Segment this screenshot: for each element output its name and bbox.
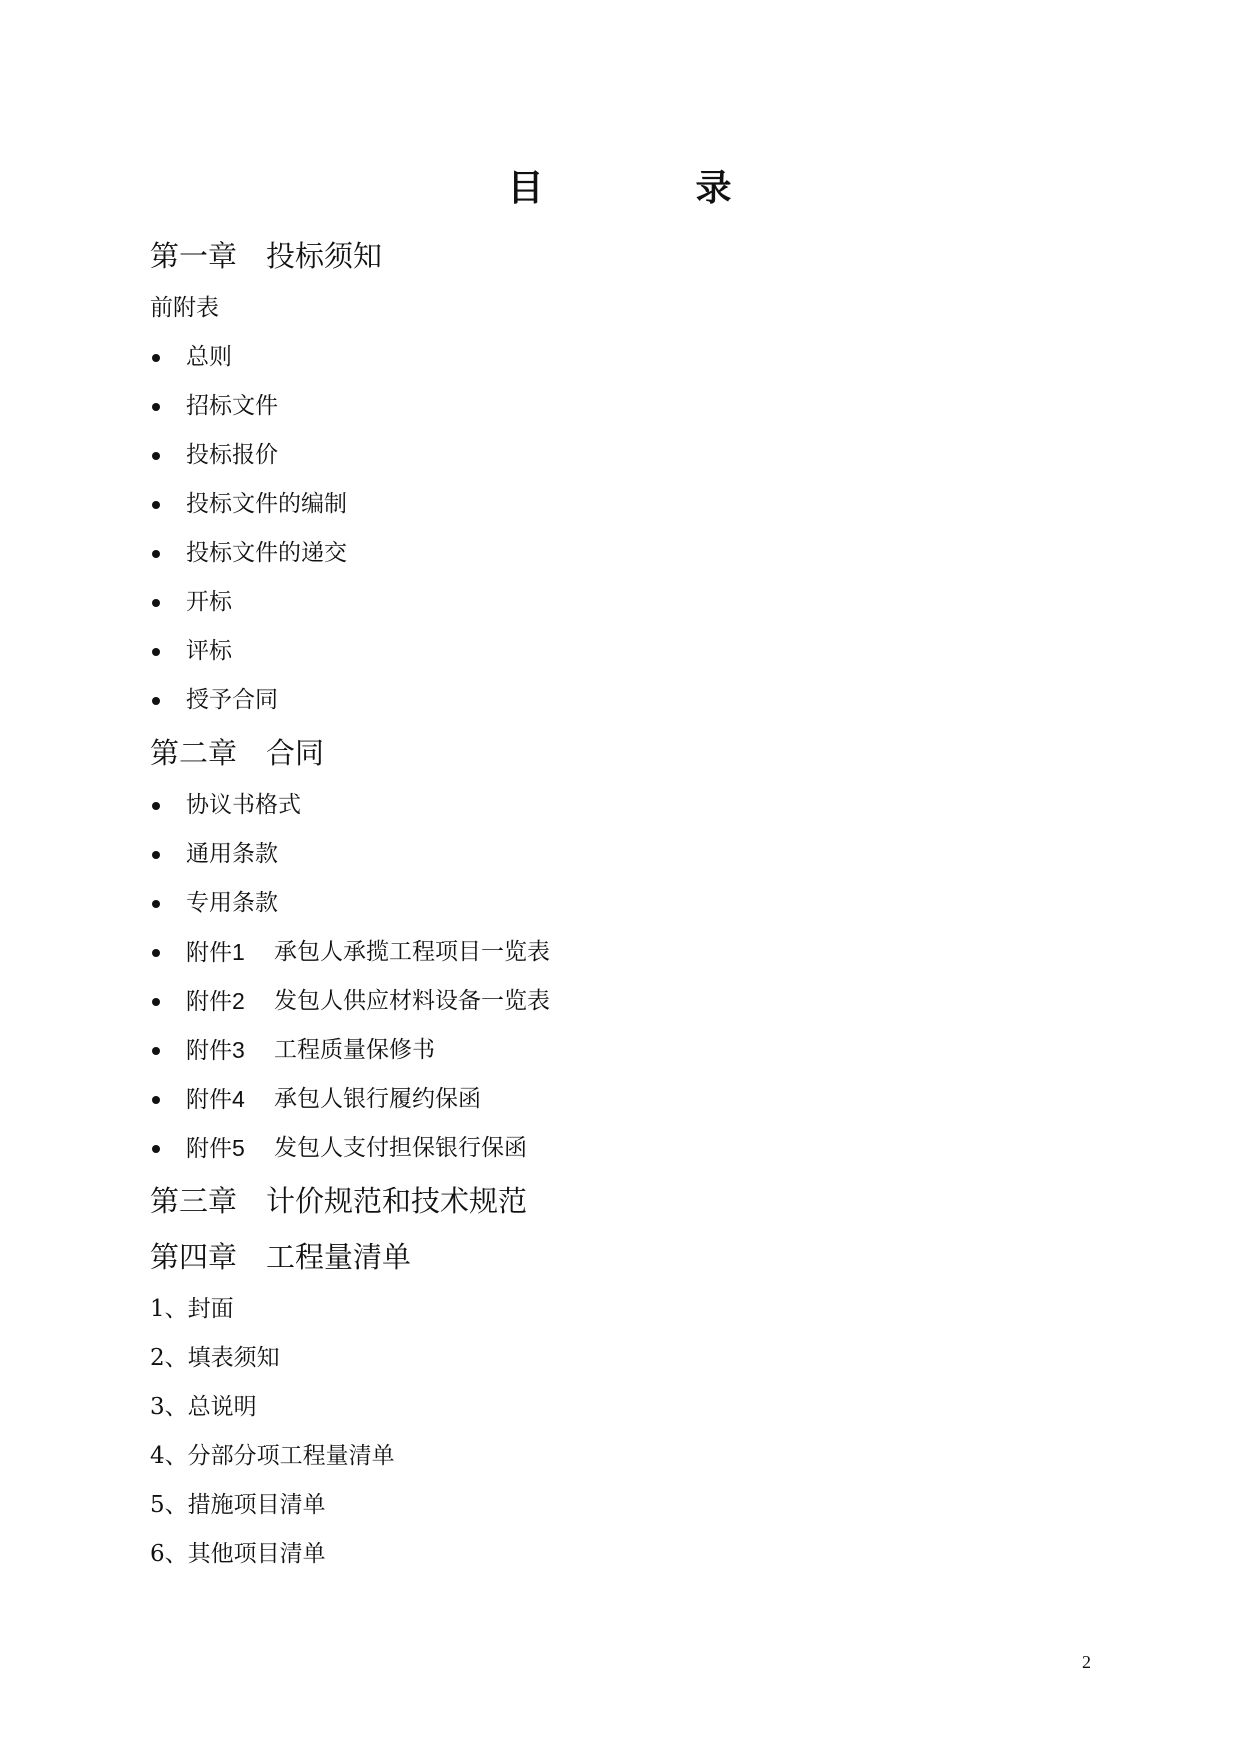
annex-code: 附件1 — [186, 939, 245, 965]
chapter-number: 第四章 — [150, 1240, 238, 1274]
toc-item-label: 专用条款 — [186, 890, 278, 916]
bullet-icon — [152, 1096, 160, 1104]
annex-title: 发包人支付担保银行保函 — [274, 1135, 527, 1161]
bullet-icon — [152, 550, 160, 558]
toc-item-label: 通用条款 — [186, 841, 278, 867]
toc-title-char-1: 目 — [507, 167, 546, 209]
toc-item-label: 总则 — [186, 344, 232, 370]
annex-title: 承包人承揽工程项目一览表 — [274, 939, 550, 965]
toc-annex-item[interactable] — [150, 1026, 1101, 1075]
toc-item[interactable] — [150, 781, 1101, 830]
toc-item[interactable] — [150, 333, 1101, 382]
chapter-title: 投标须知 — [266, 239, 383, 273]
toc-item-label: 开标 — [186, 589, 232, 615]
annex-code: 附件3 — [186, 1037, 245, 1063]
toc-item-label: 投标文件的递交 — [186, 540, 347, 566]
bullet-icon — [152, 949, 160, 957]
bullet-icon — [152, 501, 160, 509]
bullet-icon — [152, 403, 160, 411]
page-number: 2 — [1082, 1652, 1091, 1672]
toc-annex-item[interactable] — [150, 928, 1101, 977]
toc-item[interactable] — [150, 830, 1101, 879]
chapter-4-heading[interactable] — [150, 1229, 1101, 1285]
toc-item-label: 投标报价 — [186, 442, 278, 468]
bullet-icon — [152, 900, 160, 908]
chapter-title: 合同 — [266, 736, 325, 770]
annex-code: 附件2 — [186, 988, 245, 1014]
toc-title-char-2: 录 — [695, 167, 734, 209]
toc-title — [0, 160, 1241, 211]
toc-item[interactable] — [150, 627, 1101, 676]
toc-item[interactable] — [150, 676, 1101, 725]
chapter-title: 计价规范和技术规范 — [266, 1184, 528, 1218]
toc-item[interactable] — [150, 879, 1101, 928]
bullet-icon — [152, 998, 160, 1006]
bullet-icon — [152, 697, 160, 705]
annex-title: 承包人银行履约保函 — [274, 1086, 481, 1112]
chapter-number: 第一章 — [150, 239, 238, 273]
annex-code: 附件5 — [186, 1135, 245, 1161]
chapter-number: 第二章 — [150, 736, 238, 770]
bullet-icon — [152, 452, 160, 460]
toc-annex-item[interactable] — [150, 1075, 1101, 1124]
toc-item-label: 投标文件的编制 — [186, 491, 347, 517]
toc-item[interactable]: 6、其他项目清单 — [150, 1541, 326, 1567]
toc-item-front-table[interactable]: 前附表 — [150, 295, 219, 321]
annex-title: 工程质量保修书 — [274, 1037, 435, 1063]
toc-item-label: 协议书格式 — [186, 792, 301, 818]
toc-item-label: 评标 — [186, 638, 232, 664]
chapter-number: 第三章 — [150, 1184, 238, 1218]
toc-item[interactable] — [150, 382, 1101, 431]
bullet-icon — [152, 354, 160, 362]
toc-item[interactable]: 2、填表须知 — [150, 1345, 280, 1371]
bullet-icon — [152, 802, 160, 810]
bullet-icon — [152, 599, 160, 607]
toc-item[interactable]: 1、封面 — [150, 1296, 234, 1322]
chapter-3-heading[interactable] — [150, 1173, 1101, 1229]
bullet-icon — [152, 1047, 160, 1055]
toc-annex-item[interactable] — [150, 977, 1101, 1026]
toc-item-label: 授予合同 — [186, 687, 278, 713]
chapter-title: 工程量清单 — [266, 1240, 412, 1274]
bullet-icon — [152, 648, 160, 656]
table-of-contents — [150, 228, 1101, 1579]
toc-item[interactable] — [150, 578, 1101, 627]
annex-code: 附件4 — [186, 1086, 245, 1112]
toc-annex-item[interactable] — [150, 1124, 1101, 1173]
toc-item[interactable] — [150, 431, 1101, 480]
chapter-1-heading[interactable] — [150, 228, 1101, 284]
toc-item-label: 招标文件 — [186, 393, 278, 419]
toc-item[interactable] — [150, 480, 1101, 529]
toc-item[interactable]: 3、总说明 — [150, 1394, 257, 1420]
bullet-icon — [152, 1145, 160, 1153]
chapter-2-heading[interactable] — [150, 725, 1101, 781]
toc-item[interactable] — [150, 529, 1101, 578]
toc-item[interactable]: 5、措施项目清单 — [150, 1492, 326, 1518]
bullet-icon — [152, 851, 160, 859]
annex-title: 发包人供应材料设备一览表 — [274, 988, 550, 1014]
toc-item[interactable]: 4、分部分项工程量清单 — [150, 1443, 395, 1469]
